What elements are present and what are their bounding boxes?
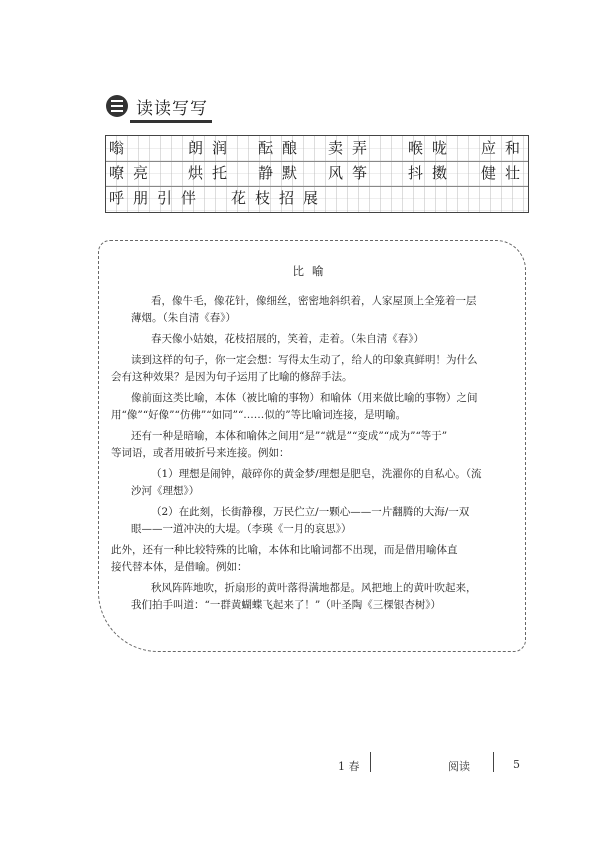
word-cell: 花枝招展 bbox=[231, 189, 328, 207]
footer-category: 阅读 bbox=[448, 760, 470, 773]
word-cell: 烘托 bbox=[188, 164, 237, 182]
paragraph-line: 此外，还有一种比较特殊的比喻，本体和比喻词都不出现，而是借用喻体直 bbox=[111, 544, 458, 556]
paragraph-line: 还有一种是暗喻，本体和喻体之间用“是”“就是”“变成”“成为”“等于” bbox=[131, 430, 448, 442]
writing-grid bbox=[105, 135, 529, 213]
paragraph-line: 秋风阵阵地吹，折扇形的黄叶落得满地都是。风把地上的黄叶吹起来， bbox=[151, 582, 477, 594]
grid-row-1 bbox=[106, 136, 528, 161]
page-number: 5 bbox=[513, 758, 520, 771]
paragraph-line: 我们拍手叫道：“一群黄蝴蝶飞起来了！”（叶圣陶《三棵银杏树》） bbox=[131, 599, 441, 611]
word-cell: 朗润 bbox=[188, 139, 237, 157]
word-cell: 抖擞 bbox=[408, 164, 457, 182]
paragraph-line: 会有这种效果？是因为句子运用了比喻的修辞手法。 bbox=[111, 371, 353, 383]
word-cell: 喉咙 bbox=[408, 139, 457, 157]
paragraph-line: 等词语，或者用破折号来连接。例如： bbox=[111, 447, 290, 459]
word-cell: 健壮 bbox=[481, 164, 530, 182]
paragraph-line: 像前面这类比喻，本体（被比喻的事物）和喻体（用来做比喻的事物）之间 bbox=[131, 392, 478, 404]
word-cell: 嘹亮 bbox=[109, 164, 158, 182]
section-underline bbox=[130, 120, 212, 123]
paragraph-line: 接代替本体，是借喻。例如： bbox=[111, 561, 248, 573]
box-title: 比喻 bbox=[292, 264, 332, 278]
paragraph-line: （1）理想是闹钟，敲碎你的黄金梦/理想是肥皂，洗濯你的自私心。（流 bbox=[151, 468, 482, 480]
word-cell: 嗡 bbox=[109, 139, 134, 157]
rhetoric-note-box bbox=[98, 240, 526, 652]
word-cell: 应和 bbox=[481, 139, 530, 157]
footer-divider bbox=[493, 752, 494, 772]
section-title: 读读写写 bbox=[136, 98, 208, 119]
paragraph-line: 读到这样的句子，你一定会想：写得太生动了，给人的印象真鲜明！为什么 bbox=[131, 354, 478, 366]
paragraph-line: 薄烟。（朱自清《春》） bbox=[131, 312, 236, 324]
section-header bbox=[106, 92, 208, 120]
paragraph-line: 用“像”“好像”“仿佛”“如同”“……似的”等比喻词连接，是明喻。 bbox=[111, 409, 407, 421]
word-cell: 卖弄 bbox=[328, 139, 377, 157]
grid-row-2 bbox=[106, 161, 528, 186]
word-cell: 酝酿 bbox=[258, 139, 307, 157]
paragraph-line: 春天像小姑娘，花枝招展的，笑着，走着。（朱自清《春》） bbox=[151, 333, 424, 345]
word-cell: 风筝 bbox=[328, 164, 377, 182]
section-number-icon bbox=[106, 95, 128, 117]
word-cell: 静默 bbox=[258, 164, 307, 182]
footer-chapter: 1 春 bbox=[338, 760, 360, 773]
paragraph-line: （2）在此刻，长街静穆，万民伫立/一颗心——一片翻腾的大海/一双 bbox=[151, 506, 470, 518]
word-cell: 呼朋引伴 bbox=[109, 189, 206, 207]
paragraph-line: 沙河《理想》） bbox=[131, 485, 200, 497]
footer-divider bbox=[370, 752, 371, 772]
grid-row-3 bbox=[106, 186, 528, 211]
paragraph-line: 眼——一道冲决的大堤。（李瑛《一月的哀思》） bbox=[131, 523, 352, 535]
paragraph-line: 看，像牛毛，像花针，像细丝，密密地斜织着，人家屋顶上全笼着一层 bbox=[151, 295, 477, 307]
